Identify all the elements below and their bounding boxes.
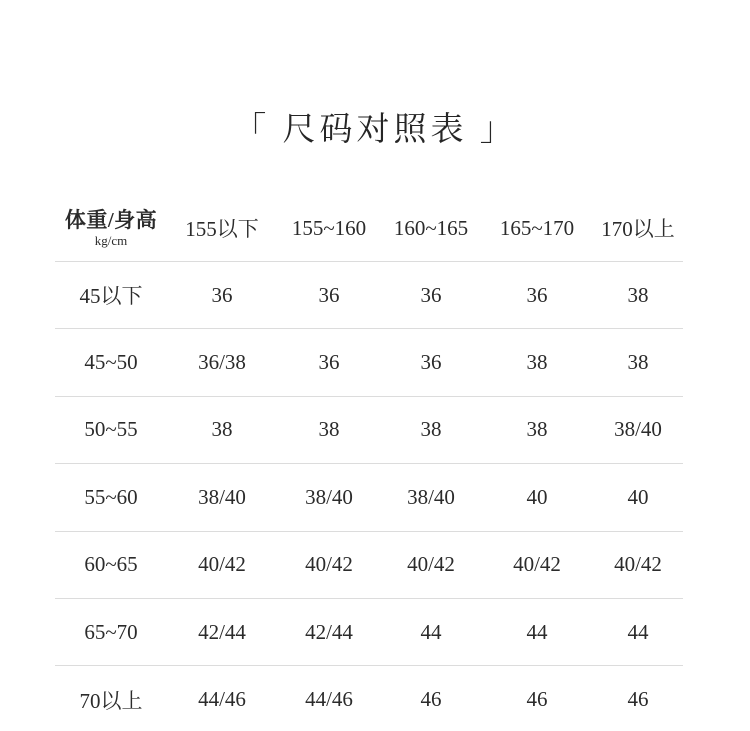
weight-height-stack [55,207,167,249]
size-value-cell: 38 [211,417,233,442]
size-value-cell: 46 [627,687,649,712]
size-value-cell: 44 [420,619,442,644]
header-cell-weight-height [55,207,167,249]
unit-label: kg/cm [94,233,128,249]
size-value-cell: 38/40 [614,417,662,442]
size-value-cell: 38 [420,417,442,442]
row-label: 70以上 [79,688,143,713]
table-body [55,262,683,731]
table-row [55,598,683,665]
size-value-cell: 40/42 [407,552,455,577]
size-value-cell: 38/40 [305,484,353,509]
row-label: 65~70 [84,619,138,644]
table-row [55,328,683,395]
table-row [55,396,683,463]
size-value-cell: 42/44 [305,619,353,644]
size-value-cell: 36 [211,282,233,307]
header-cell-height-range-3: 160~165 [393,215,469,240]
size-value-cell: 44 [526,619,548,644]
size-value-cell: 38/40 [407,484,455,509]
row-label: 45以下 [79,284,143,309]
size-value-cell: 44/46 [305,687,353,712]
size-value-cell: 44/46 [198,687,246,712]
size-value-cell: 40 [526,484,548,509]
header-cell-height-range-4: 165~170 [499,215,575,240]
size-value-cell: 36 [420,282,442,307]
size-value-cell: 40/42 [198,552,246,577]
size-value-cell: 46 [526,687,548,712]
size-value-cell: 36 [318,350,340,375]
header-cell-height-range-2: 155~160 [291,215,367,240]
size-value-cell: 36/38 [198,350,246,375]
table-header-row [55,195,683,262]
size-value-cell: 46 [420,687,442,712]
size-value-cell: 40/42 [513,552,561,577]
size-value-cell: 40/42 [614,552,662,577]
page-title: 「 尺码对照表 」 [233,112,517,148]
header-cell-height-range-5: 170以上 [601,217,675,241]
size-value-cell: 38 [627,350,649,375]
table-row [55,463,683,530]
size-value-cell: 38 [526,350,548,375]
size-value-cell: 36 [526,282,548,307]
size-value-cell: 44 [627,619,649,644]
size-value-cell: 38 [526,417,548,442]
row-label: 45~50 [84,350,138,375]
size-value-cell: 36 [420,350,442,375]
row-label: 55~60 [84,484,138,509]
size-value-cell: 38 [627,282,649,307]
size-value-cell: 42/44 [198,619,246,644]
size-value-cell: 40/42 [305,552,353,577]
weight-height-label: 体重/身高 [64,207,158,232]
header-cell-height-range-1: 155以下 [185,217,259,241]
table-row [55,262,683,328]
size-table [55,195,683,731]
table-row [55,665,683,731]
table-row [55,531,683,598]
size-value-cell: 38 [318,417,340,442]
size-value-cell: 40 [627,484,649,509]
size-value-cell: 36 [318,282,340,307]
row-label: 50~55 [84,417,138,442]
row-label: 60~65 [84,552,138,577]
size-value-cell: 38/40 [198,484,246,509]
